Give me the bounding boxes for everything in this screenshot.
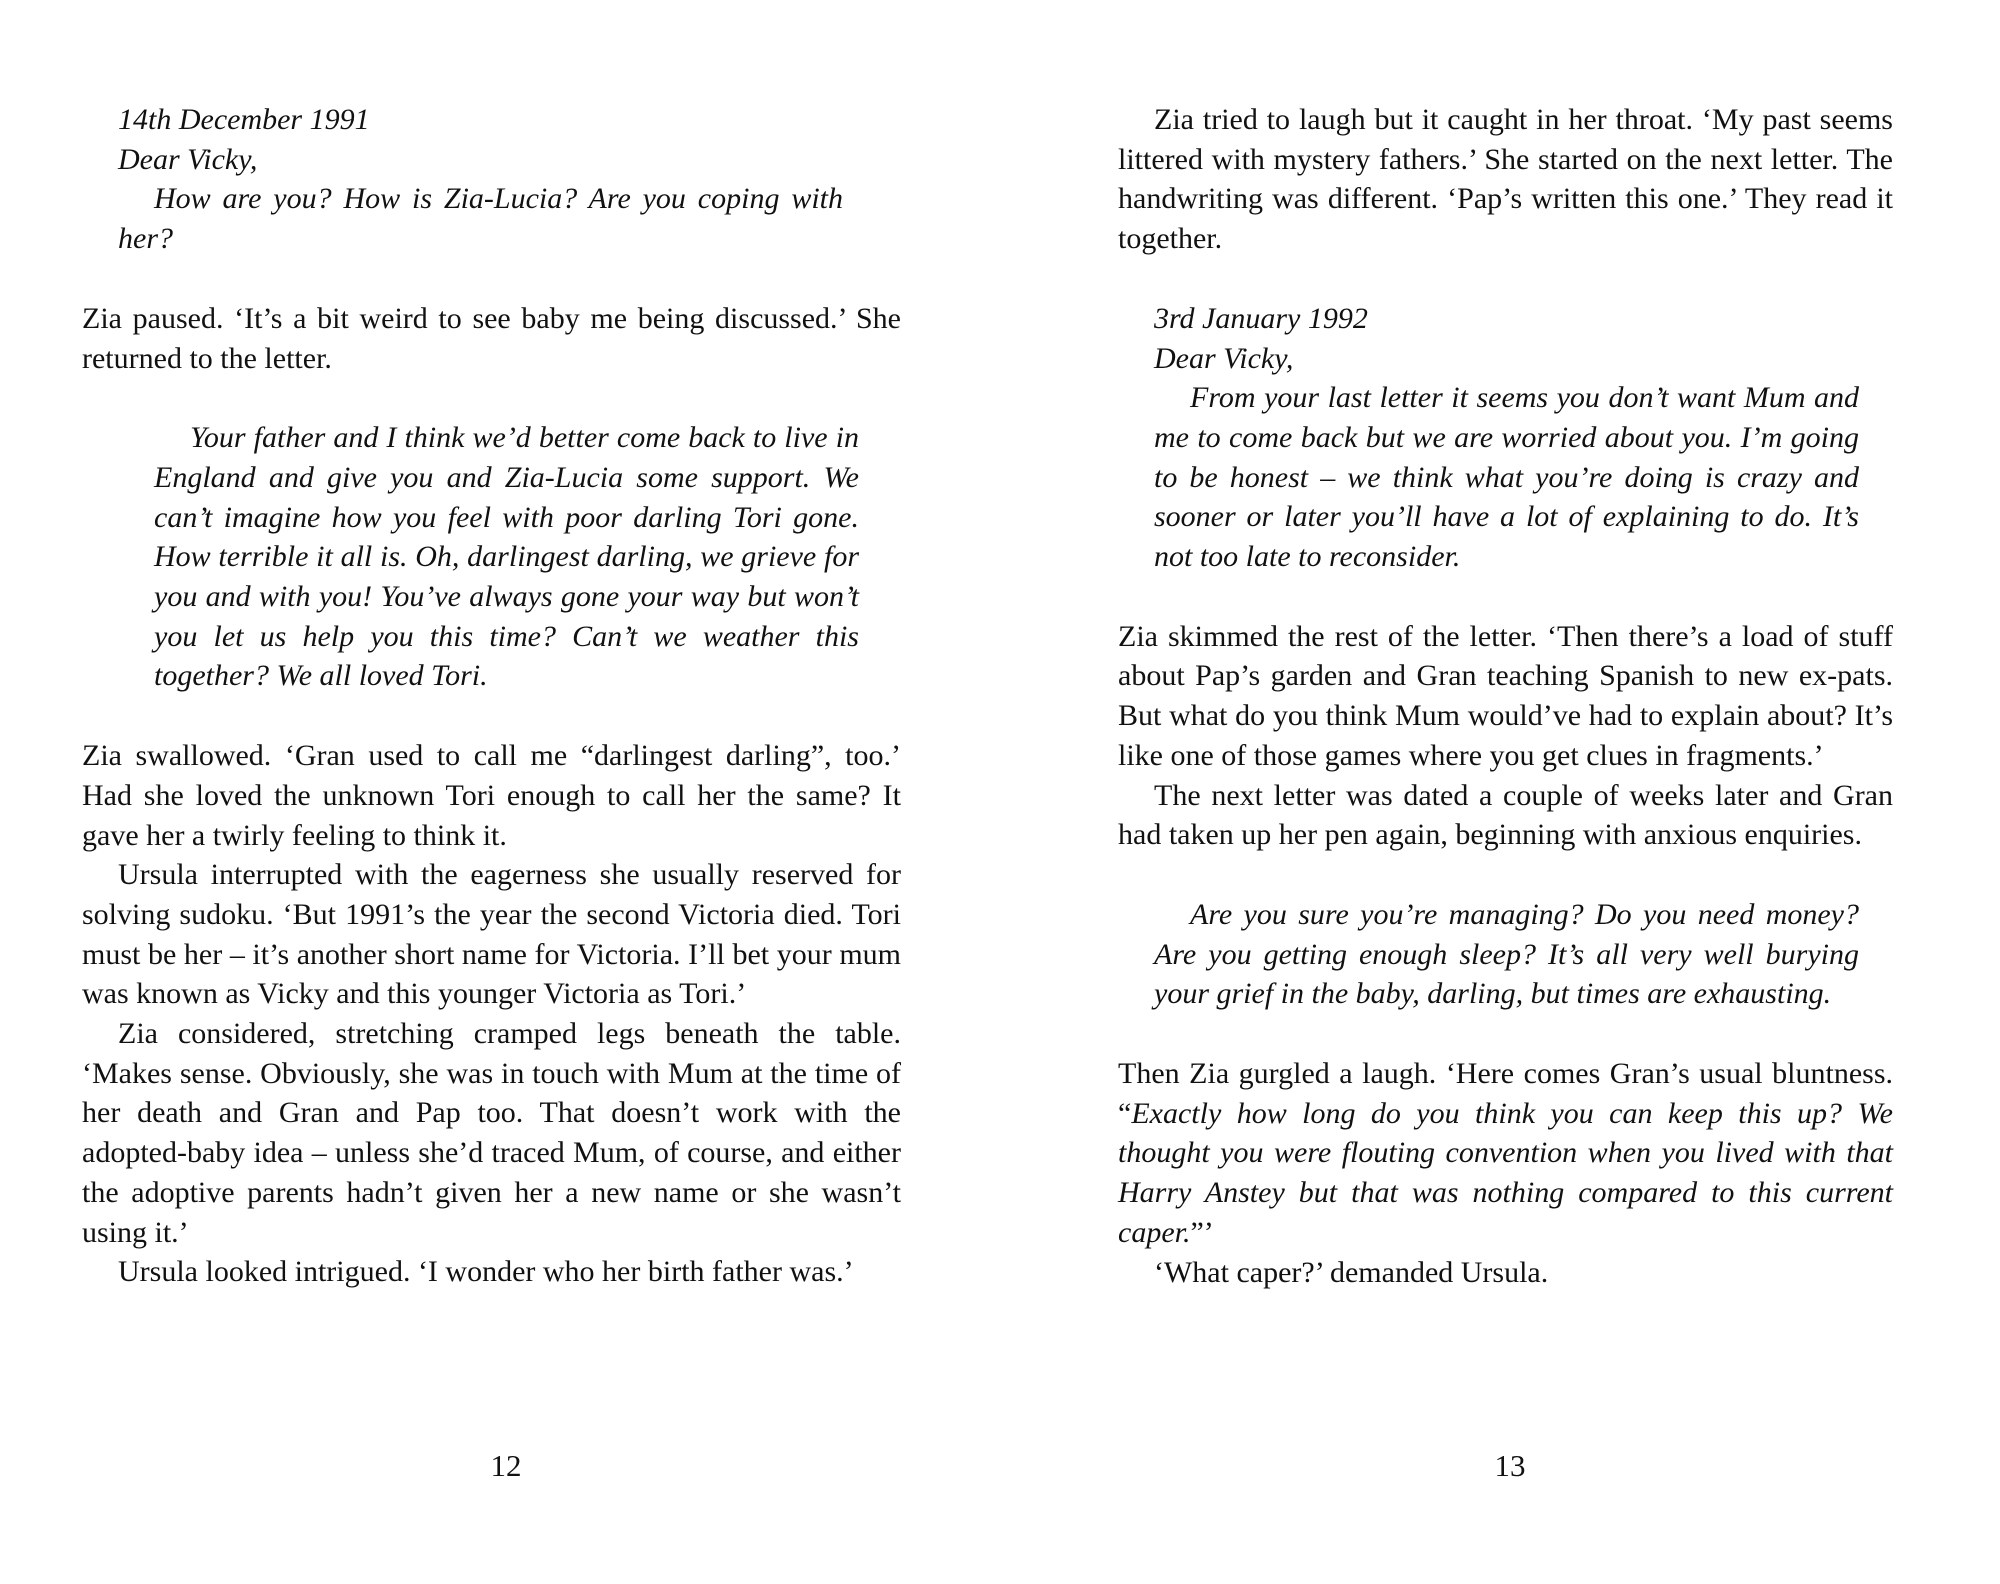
right-page: [1118, 100, 1893, 1292]
left-page: [82, 100, 901, 1292]
letter-3-january-1992: [1118, 299, 1893, 577]
paragraph: Zia paused. ‘It’s a bit weird to see baby me being discussed.’ She returned to the letter.: [82, 301, 901, 375]
letter-date: 14th December 1991: [118, 103, 370, 136]
paragraph: Zia considered, stretching cramped legs beneath the table. ‘Makes sense. Obviously, she was in touch with Mum at the time of her death and Gran and Pap too. That doesn’t work with the adopted-baby idea – unless she’d traced Mum, of course, and either the adoptive parents hadn’t given her a new name or she wasn’t using it.’: [82, 1017, 901, 1249]
page-number: 12: [490, 1448, 522, 1483]
page-number: 13: [1494, 1448, 1526, 1483]
letter-excerpt: [1118, 895, 1893, 1014]
narrative-block: [82, 736, 901, 1292]
quoted-letter-text: Exactly how long do you think you can keep this up? We thought you were flouting convention when you lived with that Harry Anstey but that was nothing compared to this current caper.: [1118, 1096, 1893, 1249]
paragraph-outro: ”’: [1190, 1215, 1214, 1249]
letter-date: 3rd January 1992: [1154, 301, 1368, 335]
paragraph-intro: Then Zia gurgled a laugh. ‘Here comes Gran’s usual bluntness. “: [1118, 1057, 1893, 1130]
paragraph: Ursula interrupted with the eagerness she usually reserved for solving sudoku. ‘But 1991’s the year the second Victoria died. Tori must be her – it’s another short name for Victoria. I’ll bet your mum was known as Vicky and this younger Victoria as Tori.’: [82, 858, 901, 1011]
letter-body: From your last letter it seems you don’t want Mum and me to come back but we are worried about you. I’m going to be honest – we think what you’re doing is crazy and sooner or later you’ll have a lot of explaining to do. It’s not too late to reconsider.: [1154, 381, 1859, 574]
paragraph: ‘What caper?’ demanded Ursula.: [1154, 1255, 1549, 1289]
paragraph: Ursula looked intrigued. ‘I wonder who her birth father was.’: [118, 1255, 854, 1289]
paragraph: Zia tried to laugh but it caught in her throat. ‘My past seems littered with mystery fathers.’ She started on the next letter. The handwriting was different. ‘Pap’s written this one.’ They read it together.: [1118, 103, 1893, 256]
paragraph: Zia swallowed. ‘Gran used to call me “darlingest darling”, too.’ Had she loved the unknown Tori enough to call her the same? It gave her a twirly feeling to think it.: [82, 739, 901, 852]
paragraph: Zia skimmed the rest of the letter. ‘Then there’s a load of stuff about Pap’s garden and Gran teaching Spanish to new ex-pats. But what do you think Mum would’ve had to explain about? It’s like one of those games where you get clues in fragments.’: [1118, 619, 1893, 772]
paragraph: [1118, 1054, 1893, 1253]
letter-excerpt: [82, 418, 893, 696]
letter-salutation: Dear Vicky,: [118, 142, 258, 176]
paragraph: The next letter was dated a couple of weeks later and Gran had taken up her pen again, beginning with anxious enquiries.: [1118, 778, 1893, 852]
letter-body: How are you? How is Zia-Lucia? Are you coping with her?: [118, 182, 843, 256]
letter-salutation: Dear Vicky,: [1154, 341, 1294, 375]
letter-14-december-1991: [118, 100, 893, 259]
letter-body: Your father and I think we’d better come back to live in England and give you and Zia-Lucia some support. We can’t imagine how you feel with poor darling Tori gone. How terrible it all is. Oh, darlingest darling, we grieve for you and with you! You’ve always gone your way but won’t you let us help you this time? Can’t we weather this together? We all loved Tori.: [154, 421, 859, 693]
letter-body: Are you sure you’re managing? Do you need money? Are you getting enough sleep? It’s all very well burying your grief in the baby, darling, but times are exhausting.: [1154, 897, 1859, 1011]
